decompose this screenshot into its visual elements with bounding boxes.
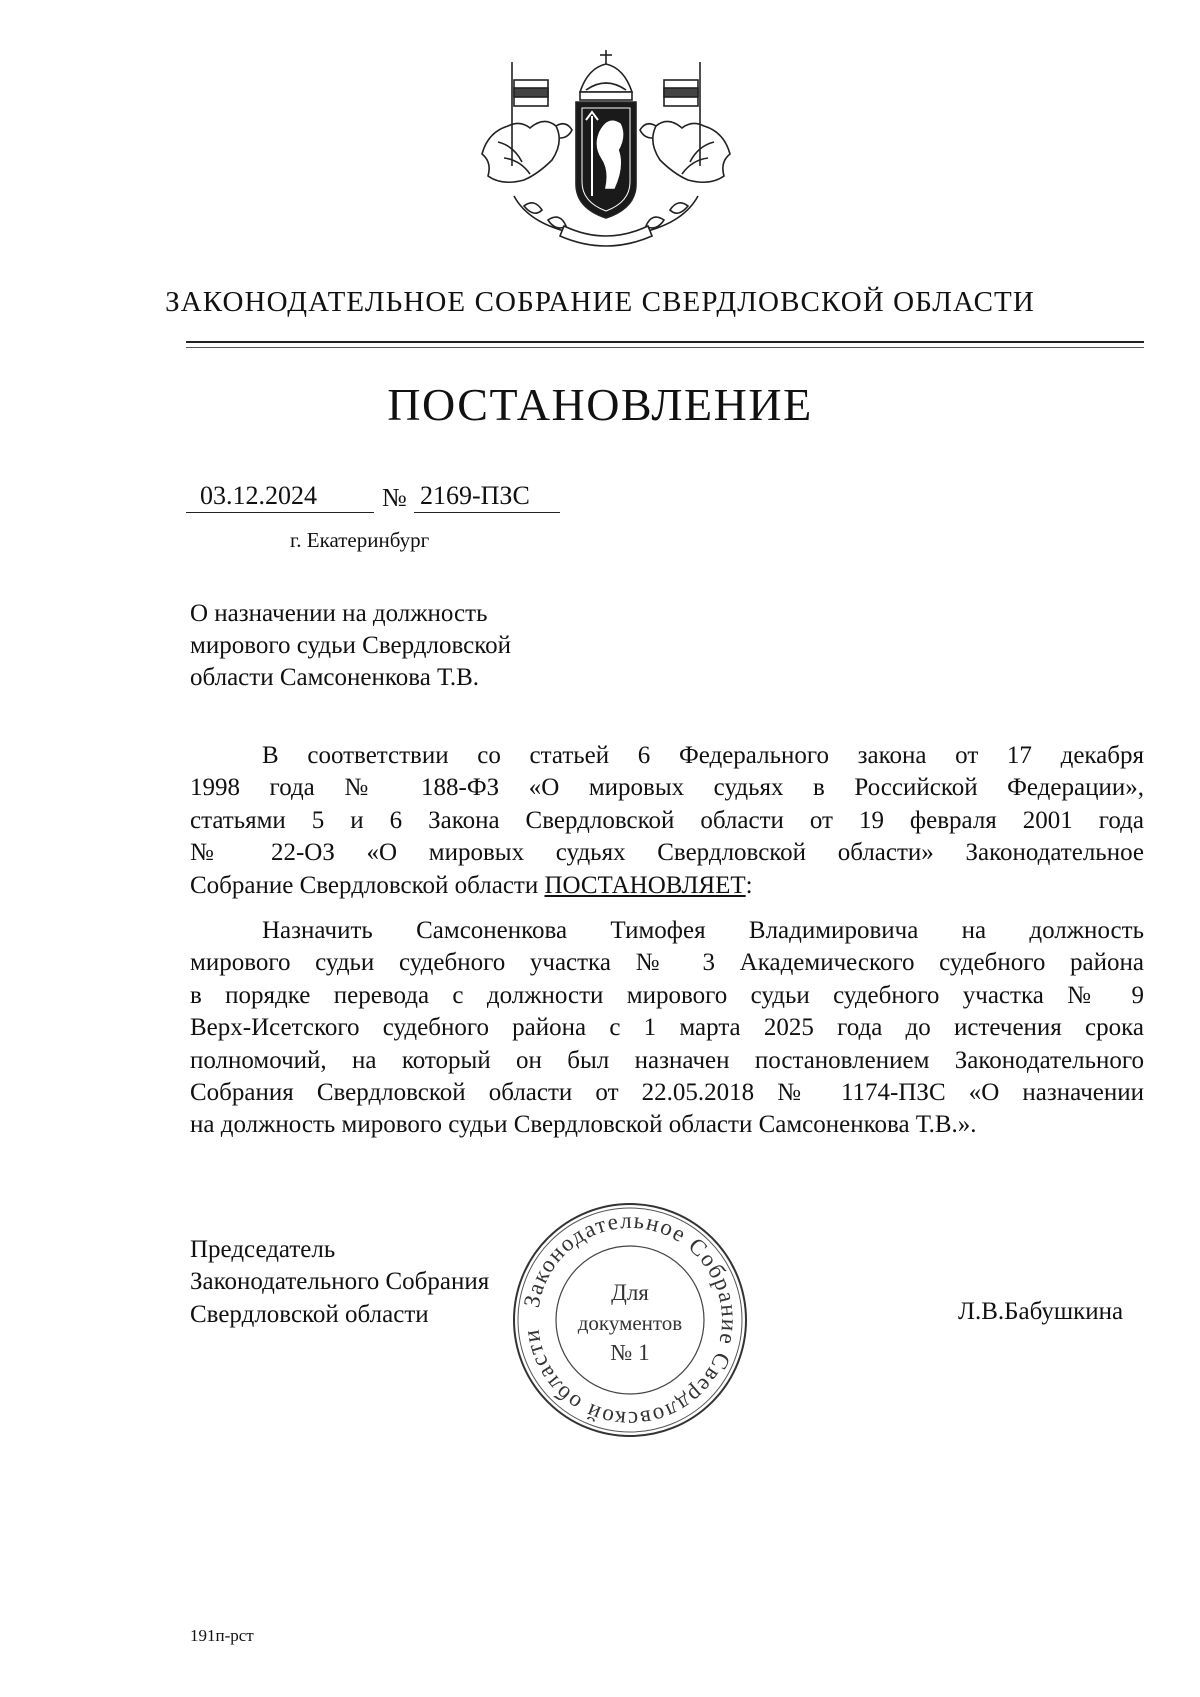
official-seal-icon bbox=[510, 1200, 750, 1440]
signatory-position bbox=[190, 1234, 489, 1331]
header-divider-thin bbox=[186, 347, 1144, 348]
subject-line: О назначении на должность bbox=[190, 600, 488, 627]
number-sign: № bbox=[382, 483, 407, 512]
svg-text:№ 1: № 1 bbox=[610, 1340, 650, 1365]
subject-line: области Самсоненкова Т.В. bbox=[190, 664, 480, 691]
svg-text:Для: Для bbox=[611, 1280, 649, 1305]
document-type-title: ПОСТАНОВЛЕНИЕ bbox=[387, 379, 813, 430]
paragraph-line: № 22-ОЗ «О мировых судьях Свердловской области» Законодательное bbox=[190, 839, 1144, 867]
paragraph-line: полномочий, на который он был назначен постановлением Законодательного bbox=[190, 1046, 1144, 1074]
crown-icon bbox=[580, 50, 632, 100]
decree-keyword: ПОСТАНОВЛЯЕТ bbox=[544, 871, 746, 899]
paragraph-line: 1998 года № 188-ФЗ «О мировых судьях в Российской Федерации», bbox=[190, 774, 1144, 802]
document-subject bbox=[190, 598, 630, 694]
position-line: Законодательного Собрания bbox=[190, 1268, 490, 1296]
position-line: Свердловской области bbox=[190, 1300, 429, 1328]
header-divider bbox=[186, 341, 1144, 343]
paragraph-line bbox=[190, 870, 1144, 902]
paragraph-line: мирового судьи судебного участка № 3 Академического судебного района bbox=[190, 949, 1144, 977]
paragraph-line: статьями 5 и 6 Закона Свердловской области от 19 февраля 2001 года bbox=[190, 806, 1144, 834]
position-line: Председатель bbox=[190, 1236, 336, 1263]
paragraph-line: В соответствии со статьей 6 Федерального закона от 17 декабря bbox=[262, 742, 1144, 769]
decision-paragraph bbox=[190, 915, 1144, 1142]
paragraph-text: Собрание Свердловской области bbox=[190, 871, 545, 899]
paragraph-line: на должность мирового судьи Свердловской области Самсоненкова Т.В.». bbox=[190, 1111, 977, 1139]
paragraph-line: Назначить Самсоненкова Тимофея Владимировича на должность bbox=[262, 917, 1144, 944]
svg-text:Законодательное Собрание Сверд: Законодательное Собрание Свердловской области bbox=[518, 1207, 743, 1433]
organization-title: ЗАКОНОДАТЕЛЬНОЕ СОБРАНИЕ СВЕРДЛОВСКОЙ ОБЛАСТИ bbox=[165, 286, 1035, 318]
paragraph-line: Верх-Исетского судебного района с 1 марта 2025 года до истечения срока bbox=[190, 1014, 1144, 1042]
signatory-name: Л.В.Бабушкина bbox=[958, 1298, 1124, 1325]
document-reference-code: 191п-рст bbox=[190, 1626, 254, 1645]
preamble-paragraph bbox=[190, 740, 1144, 902]
document-date: 03.12.2024 bbox=[186, 480, 374, 513]
paragraph-line: Собрания Свердловской области от 22.05.2018 № 1174-ПЗС «О назначении bbox=[190, 1079, 1144, 1107]
document-city: г. Екатеринбург bbox=[290, 528, 430, 552]
svg-text:документов: документов bbox=[577, 1311, 683, 1335]
decree-colon: : bbox=[745, 871, 753, 899]
document-number: 2169-ПЗС bbox=[414, 480, 560, 513]
coat-of-arms-icon bbox=[468, 46, 744, 256]
paragraph-line: в порядке перевода с должности мирового судьи судебного участка № 9 bbox=[190, 981, 1144, 1009]
subject-line: мирового судьи Свердловской bbox=[190, 632, 511, 659]
